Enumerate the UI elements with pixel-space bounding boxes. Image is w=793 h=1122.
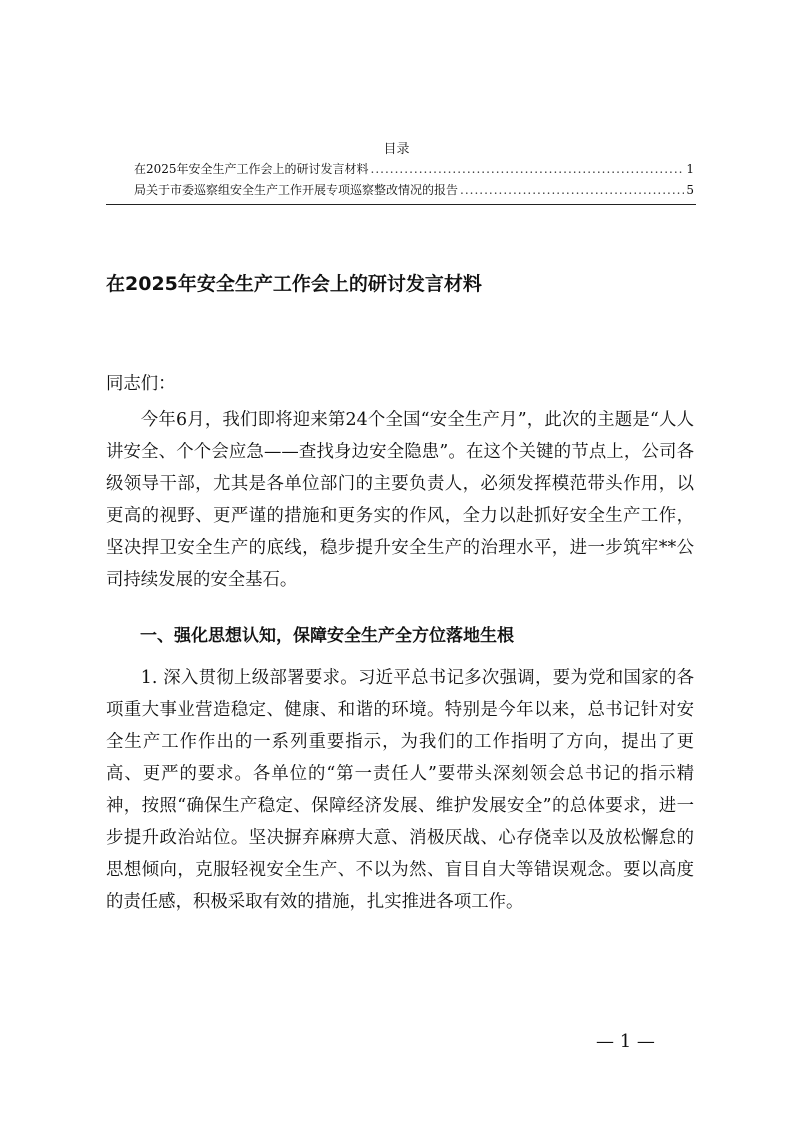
document-title: 在2025年安全生产工作会上的研讨发言材料: [106, 273, 482, 295]
page-number: — 1 —: [596, 1031, 655, 1052]
toc-entry-text: 在2025年安全生产工作会上的研讨发言材料: [134, 162, 369, 176]
toc-entry[interactable]: [134, 181, 694, 199]
toc-leader-dots: [460, 181, 684, 199]
paragraph: 今年6月，我们即将迎来第24个全国“安全生产月”，此次的主题是“人人讲安全、个个会应急——查找身边安全隐患”。在这个关键的节点上，公司各级领导干部，尤其是各单位部门的主要负责人，必须发挥模范带头作用，以更高的视野、更严谨的措施和更务实的作风，全力以赴抓好安全生产工作，坚决捍卫安全生产的底线，稳步提升安全生产的治理水平，进一步筑牢**公司持续发展的安全基石。: [106, 410, 694, 590]
toc-leader-dots: [371, 160, 685, 178]
toc-title: 目录: [383, 142, 410, 157]
greeting: 同志们：: [106, 374, 176, 394]
toc-entry-page: 1: [686, 162, 694, 176]
paragraph: 1. 深入贯彻上级部署要求。习近平总书记多次强调，要为党和国家的各项重大事业营造稳定、健康、和谐的环境。特别是今年以来，总书记针对安全生产工作作出的一系列重要指示，为我们的工作指明了方向，提出了更高、更严的要求。各单位的“第一责任人”要带头深刻领会总书记的指示精神，按照“确保生产稳定、保障经济发展、维护发展安全”的总体要求，进一步提升政治站位。坚决摒弃麻痹大意、消极厌战、心存侥幸以及放松懈怠的思想倾向，克服轻视安全生产、不以为然、盲目自大等错误观念。要以高度的责任感，积极采取有效的措施，扎实推进各项工作。: [106, 668, 694, 912]
toc-entry-page: 5: [686, 183, 694, 197]
toc-entry-text: 局关于市委巡察组安全生产工作开展专项巡察整改情况的报告: [134, 183, 459, 197]
toc-entry[interactable]: [134, 160, 694, 178]
body-block-1: [106, 404, 694, 596]
body-block-2: [106, 662, 694, 918]
toc-divider: [106, 204, 696, 205]
section-heading: 一、强化思想认知，保障安全生产全方位落地生根: [140, 626, 514, 646]
